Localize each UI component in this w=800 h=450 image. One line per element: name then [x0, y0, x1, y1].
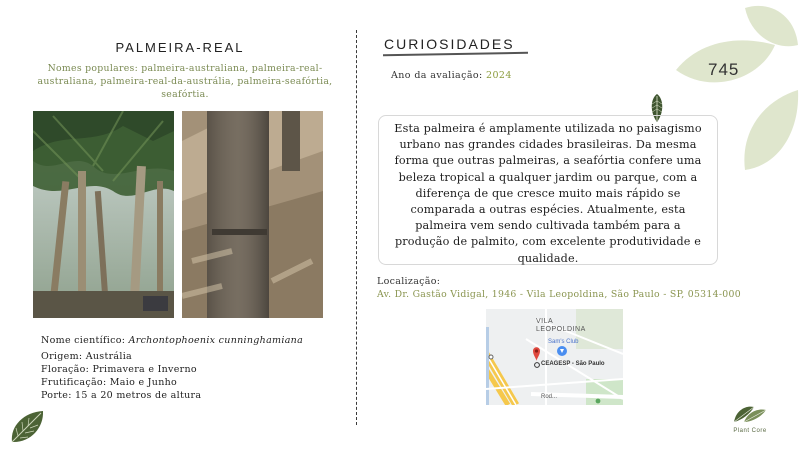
scientific-label: Nome científico:: [41, 335, 129, 346]
column-divider: [356, 30, 357, 425]
logo-icon: [730, 402, 770, 424]
fruiting: Frutificação: Maio e Junho: [41, 377, 178, 388]
palm-trunk-photo: [182, 111, 323, 318]
location-map[interactable]: [486, 309, 623, 405]
leaf-decoration-bottom-left: [8, 408, 46, 446]
map-road-label: Rod...: [541, 394, 558, 400]
plant-title: PALMEIRA-REAL: [115, 40, 245, 55]
location-address: Av. Dr. Gastão Vidigal, 1946 - Vila Leopoldina, São Paulo - SP, 05314-000: [377, 289, 741, 300]
palm-canopy-photo: [33, 111, 174, 318]
map-marker-label: CEAGESP - São Paulo: [541, 361, 605, 367]
common-names: Nomes populares: palmeira-australiana, palmeira-real-australiana, palmeira-real-da-austrália, palmeira-seafórtia, seafórtia.: [37, 63, 333, 100]
location-label: Localização:: [377, 276, 441, 287]
curiosity-text: Esta palmeira é amplamente utilizada no paisagismo urbano nas grandes cidades brasileiras. Da mesma forma que outras palmeiras, a seafórtia confere uma beleza tropical a qualquer jardim ou parque, com a diferença de que cresce muito mais rápido se comparada a outras espécies. Atualmente, esta palmeira vem sendo cultivada também para a produção de palmito, com excelente produtividade e qualidade.: [378, 115, 718, 265]
curiosidades-heading: CURIOSIDADES: [384, 36, 515, 52]
flowering: Floração: Primavera e Inverno: [41, 364, 197, 375]
scientific-name-row: [41, 335, 303, 346]
scientific-name: Archontophoenix cunninghamiana: [128, 335, 304, 346]
year-label: Ano da avaliação:: [391, 70, 487, 81]
origin: Origem: Austrália: [41, 351, 133, 362]
page-number: 745: [708, 60, 740, 79]
map-district: VILA LEOPOLDINA: [536, 318, 586, 333]
logo-text: Plant Core: [733, 428, 767, 434]
plant-core-logo: [730, 402, 770, 440]
map-poi-label: Sam's Club: [548, 339, 579, 345]
evaluation-year: [391, 70, 512, 81]
year-value: 2024: [486, 70, 512, 81]
heading-underline: [383, 52, 528, 57]
plant-size: Porte: 15 a 20 metros de altura: [41, 390, 202, 401]
